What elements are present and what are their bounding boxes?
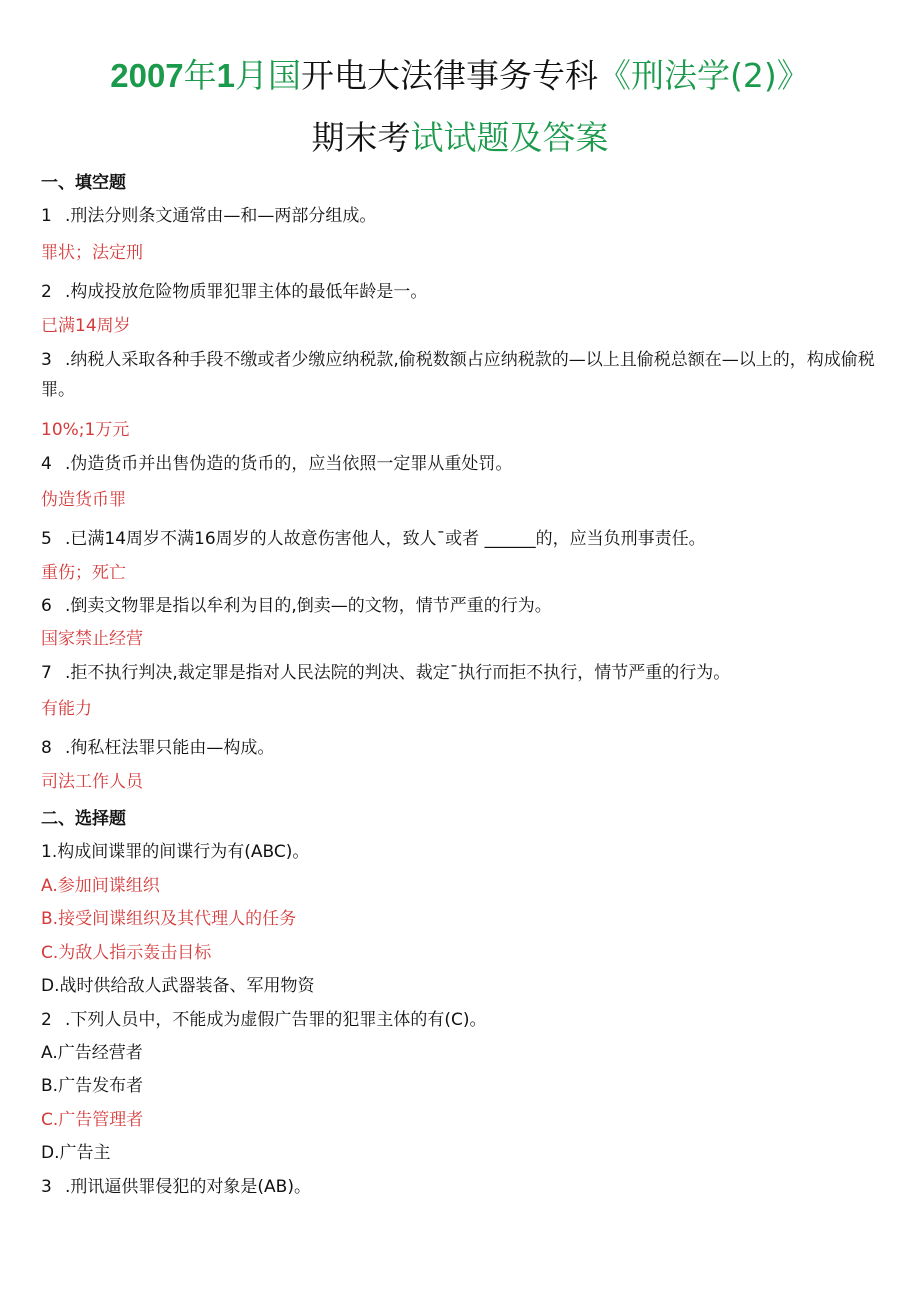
choice-question-2: [41, 1008, 881, 1032]
question-text: .刑讯逼供罪侵犯的对象是(AB)。: [65, 1177, 311, 1197]
subtitle-black: 期末考: [311, 118, 411, 157]
section-heading-fill-blank: 一、填空题: [41, 173, 126, 193]
question-number: 1: [41, 206, 52, 226]
option-b: B.广告发布者: [41, 1076, 144, 1096]
title-middle: 开电大法律事务专科: [301, 56, 599, 95]
question-7: [41, 661, 881, 685]
question-text: .倒卖文物罪是指以牟利为目的,倒卖—的文物，情节严重的行为。: [65, 596, 552, 616]
answer-2: 已满14周岁: [41, 316, 131, 336]
title-month: 1: [216, 57, 236, 94]
section-heading-choice: 二、选择题: [41, 809, 126, 829]
subtitle-green: 试试题及答案: [410, 118, 609, 157]
document-subtitle: [0, 114, 920, 162]
option-d: D.战时供给敌人武器装备、军用物资: [41, 976, 315, 996]
title-nian: 年: [183, 56, 217, 95]
option-a: A.广告经营者: [41, 1043, 143, 1063]
question-text: .构成投放危险物质罪犯罪主体的最低年龄是一。: [65, 282, 428, 302]
question-5: [41, 527, 881, 551]
answer-6: 国家禁止经营: [41, 629, 143, 649]
answer-3: 10%;1万元: [41, 420, 130, 440]
question-text: .下列人员中，不能成为虚假广告罪的犯罪主体的有(C)。: [65, 1010, 487, 1030]
question-number: 7: [41, 663, 52, 683]
option-d: D.广告主: [41, 1143, 111, 1163]
question-text: .拒不执行判决,裁定罪是指对人民法院的判决、裁定¯执行而拒不执行，情节严重的行为。: [65, 663, 731, 683]
question-2: [41, 280, 881, 304]
answer-8: 司法工作人员: [41, 772, 143, 792]
question-number: 8: [41, 738, 52, 758]
title-year: 2007: [110, 57, 184, 94]
question-4: [41, 452, 881, 476]
question-text: .伪造货币并出售伪造的货币的，应当依照一定罪从重处罚。: [65, 454, 513, 474]
title-guo: 国: [268, 56, 302, 95]
question-8: [41, 736, 881, 760]
title-course: 《刑法学(2)》: [598, 56, 810, 95]
choice-question-3: [41, 1175, 881, 1199]
answer-7: 有能力: [41, 699, 92, 719]
option-c: C.为敌人指示轰击目标: [41, 943, 212, 963]
question-number: 2: [41, 1010, 52, 1030]
question-text: .纳税人采取各种手段不缴或者少缴应纳税款,偷税数额占应纳税款的—以上且偷税总额在—以上的，构成偷税罪。: [41, 350, 875, 400]
option-a: A.参加间谍组织: [41, 876, 160, 896]
answer-1: 罪状；法定刑: [41, 243, 143, 263]
question-number: 4: [41, 454, 52, 474]
option-c: C.广告管理者: [41, 1110, 144, 1130]
question-number: 5: [41, 529, 52, 549]
option-b: B.接受间谍组织及其代理人的任务: [41, 909, 297, 929]
question-text: .徇私枉法罪只能由—构成。: [65, 738, 275, 758]
question-3: [41, 345, 881, 405]
answer-4: 伪造货币罪: [41, 490, 126, 510]
question-text: .已满14周岁不满16周岁的人故意伤害他人，致人¯或者 ______的，应当负刑事责任。: [65, 529, 706, 549]
question-number: 6: [41, 596, 52, 616]
title-yue: 月: [235, 56, 269, 95]
question-1: [41, 204, 881, 228]
question-text: .刑法分则条文通常由—和—两部分组成。: [65, 206, 377, 226]
question-number: 3: [41, 350, 52, 370]
choice-question-1: 1.构成间谍罪的间谍行为有(ABC)。: [41, 842, 310, 862]
question-number: 2: [41, 282, 52, 302]
question-6: [41, 594, 881, 618]
document-title: [0, 52, 920, 100]
question-number: 3: [41, 1177, 52, 1197]
answer-5: 重伤；死亡: [41, 563, 126, 583]
